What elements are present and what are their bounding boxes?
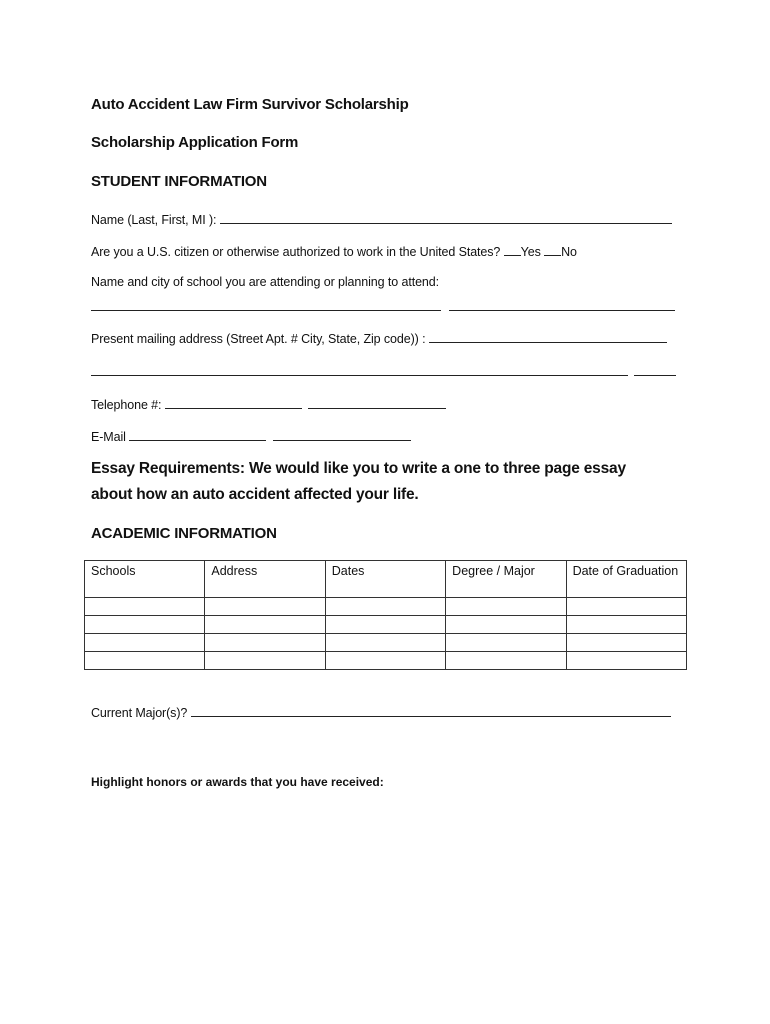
table-cell[interactable] <box>205 652 325 670</box>
table-cell[interactable] <box>85 652 205 670</box>
address-line-2[interactable] <box>91 362 628 376</box>
address-label: Present mailing address (Street Apt. # City, State, Zip code)) : <box>91 332 426 346</box>
email-label: E-Mail <box>91 430 126 444</box>
academic-table-header-row <box>85 561 687 598</box>
table-cell[interactable] <box>325 634 445 652</box>
column-header-degree-major: Degree / Major <box>446 561 566 598</box>
telephone-label: Telephone #: <box>91 398 162 412</box>
address-field-row <box>91 329 667 346</box>
form-title: Auto Accident Law Firm Survivor Scholarship <box>91 96 409 113</box>
column-header-schools: Schools <box>85 561 205 598</box>
form-subtitle: Scholarship Application Form <box>91 134 299 151</box>
table-cell[interactable] <box>85 598 205 616</box>
telephone-input-line-2[interactable] <box>308 395 446 409</box>
table-cell[interactable] <box>566 598 686 616</box>
address-input-line[interactable] <box>429 329 667 343</box>
email-input-line-2[interactable] <box>273 427 411 441</box>
school-input-row <box>91 297 675 316</box>
table-cell[interactable] <box>85 634 205 652</box>
table-row <box>85 652 687 670</box>
table-cell[interactable] <box>325 616 445 634</box>
column-header-date-of-graduation: Date of Graduation <box>566 561 686 598</box>
citizen-question-row <box>91 242 577 259</box>
school-label: Name and city of school you are attending or planning to attend: <box>91 275 439 289</box>
table-cell[interactable] <box>205 616 325 634</box>
table-cell[interactable] <box>446 616 566 634</box>
current-major-label: Current Major(s)? <box>91 706 188 720</box>
yes-label: Yes <box>520 245 541 259</box>
name-label: Name (Last, First, MI ): <box>91 213 217 227</box>
table-cell[interactable] <box>205 634 325 652</box>
table-cell[interactable] <box>446 634 566 652</box>
no-answer-line[interactable] <box>544 242 561 256</box>
honors-label: Highlight honors or awards that you have received: <box>91 775 384 789</box>
essay-requirements: Essay Requirements: We would like you to write a one to three page essay about how an auto accident affected your life. <box>91 460 626 503</box>
current-major-row <box>91 703 671 720</box>
school-city-input-line[interactable] <box>449 297 675 311</box>
table-row <box>85 598 687 616</box>
address-line-2-end[interactable] <box>634 362 676 376</box>
telephone-field-row <box>91 395 446 412</box>
name-input-line[interactable] <box>220 210 672 224</box>
table-row <box>85 616 687 634</box>
email-field-row <box>91 427 411 444</box>
table-cell[interactable] <box>205 598 325 616</box>
academic-info-heading: ACADEMIC INFORMATION <box>91 525 277 542</box>
table-cell[interactable] <box>566 652 686 670</box>
column-header-dates: Dates <box>325 561 445 598</box>
school-name-input-line[interactable] <box>91 297 441 311</box>
table-cell[interactable] <box>566 634 686 652</box>
table-row <box>85 634 687 652</box>
table-cell[interactable] <box>325 598 445 616</box>
yes-answer-line[interactable] <box>504 242 521 256</box>
table-cell[interactable] <box>446 598 566 616</box>
citizen-question-label: Are you a U.S. citizen or otherwise authorized to work in the United States? <box>91 245 501 259</box>
telephone-input-line-1[interactable] <box>165 395 302 409</box>
name-field-row <box>91 210 672 227</box>
table-cell[interactable] <box>566 616 686 634</box>
table-cell[interactable] <box>325 652 445 670</box>
table-cell[interactable] <box>446 652 566 670</box>
column-header-address: Address <box>205 561 325 598</box>
no-label: No <box>561 245 577 259</box>
email-input-line-1[interactable] <box>129 427 266 441</box>
student-info-heading: STUDENT INFORMATION <box>91 173 267 190</box>
table-cell[interactable] <box>85 616 205 634</box>
academic-table <box>84 560 687 670</box>
current-major-input-line[interactable] <box>191 703 671 717</box>
address-continued-row <box>91 362 676 381</box>
